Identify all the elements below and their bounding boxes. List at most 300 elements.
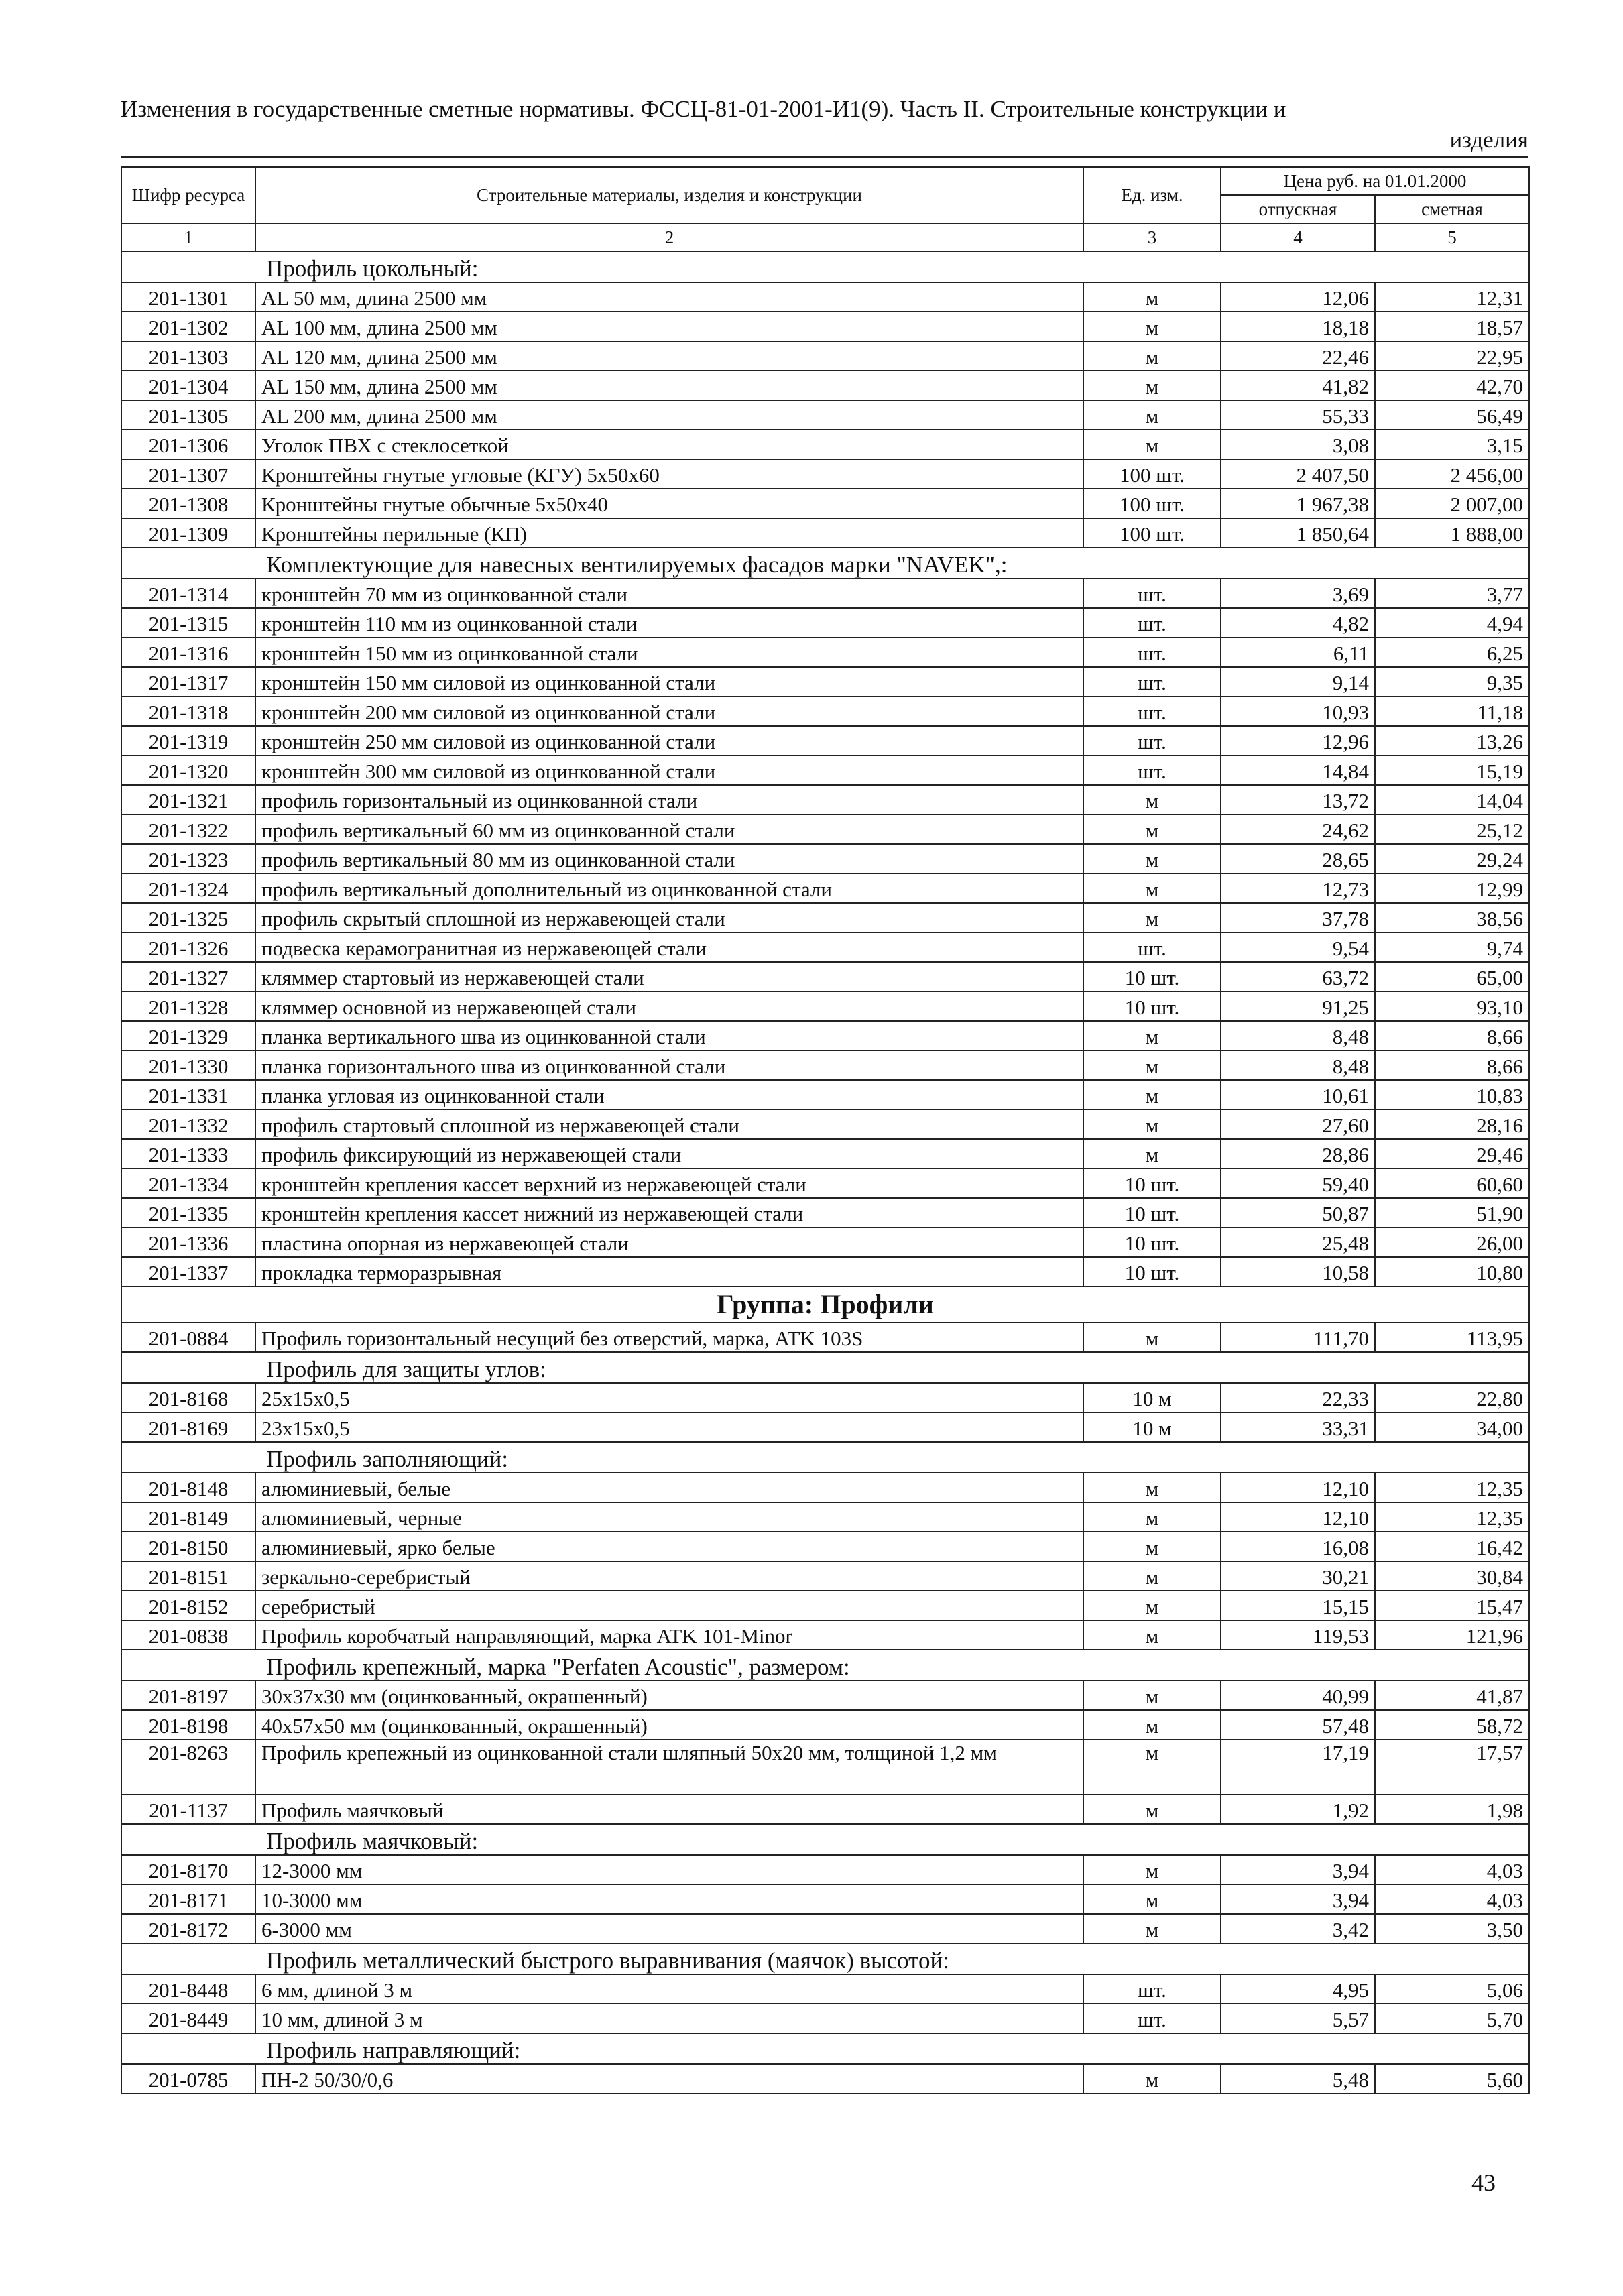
- unit-cell: 10 шт.: [1083, 962, 1221, 991]
- estimate-price-cell: 3,50: [1375, 1914, 1529, 1943]
- estimate-price-cell: 2 456,00: [1375, 459, 1529, 489]
- release-price-cell: 10,93: [1221, 697, 1375, 726]
- release-price-cell: 16,08: [1221, 1532, 1375, 1561]
- release-price-cell: 12,73: [1221, 873, 1375, 903]
- resource-code: 201-1332: [121, 1109, 255, 1139]
- section-header-row: [121, 1352, 1529, 1383]
- unit-cell: м: [1083, 1050, 1221, 1080]
- item-description: профиль фиксирующий из нержавеющей стали: [255, 1139, 1083, 1168]
- release-price-cell: 22,33: [1221, 1383, 1375, 1412]
- estimate-price-cell: 1 888,00: [1375, 518, 1529, 548]
- item-description: Профиль маячковый: [255, 1795, 1083, 1824]
- group-title: Группа: Профили: [121, 1286, 1529, 1323]
- unit-cell: м: [1083, 312, 1221, 341]
- release-price-cell: 91,25: [1221, 991, 1375, 1021]
- item-description: алюминиевый, ярко белые: [255, 1532, 1083, 1561]
- release-price-cell: 2 407,50: [1221, 459, 1375, 489]
- resource-code: 201-1308: [121, 489, 255, 518]
- item-description: пластина опорная из нержавеющей стали: [255, 1227, 1083, 1257]
- estimate-price-cell: 4,03: [1375, 1855, 1529, 1884]
- header-estimate-price: сметная: [1375, 195, 1529, 223]
- unit-cell: 10 шт.: [1083, 991, 1221, 1021]
- estimate-price-cell: 18,57: [1375, 312, 1529, 341]
- header-col-number: 4: [1221, 223, 1375, 251]
- unit-cell: м: [1083, 430, 1221, 459]
- estimate-price-cell: 14,04: [1375, 785, 1529, 814]
- section-title: Профиль направляющий:: [121, 2033, 1529, 2064]
- estimate-price-cell: 12,31: [1375, 282, 1529, 312]
- release-price-cell: 37,78: [1221, 903, 1375, 932]
- resource-code: 201-1319: [121, 726, 255, 756]
- item-description: 25x15x0,5: [255, 1383, 1083, 1412]
- resource-code: 201-0884: [121, 1323, 255, 1352]
- unit-cell: 10 шт.: [1083, 1257, 1221, 1286]
- item-description: 10 мм, длиной 3 м: [255, 2004, 1083, 2033]
- page-number: 43: [1471, 2169, 1496, 2196]
- resource-code: 201-1336: [121, 1227, 255, 1257]
- release-price-cell: 28,86: [1221, 1139, 1375, 1168]
- section-title: Профиль маячковый:: [121, 1824, 1529, 1855]
- item-description: 10-3000 мм: [255, 1884, 1083, 1914]
- resource-code: 201-1320: [121, 756, 255, 785]
- estimate-price-cell: 22,80: [1375, 1383, 1529, 1412]
- section-header-row: [121, 251, 1529, 282]
- table-row: [121, 1710, 1529, 1740]
- release-price-cell: 3,42: [1221, 1914, 1375, 1943]
- release-price-cell: 15,15: [1221, 1591, 1375, 1620]
- release-price-cell: 28,65: [1221, 844, 1375, 873]
- estimate-price-cell: 3,77: [1375, 579, 1529, 608]
- unit-cell: м: [1083, 282, 1221, 312]
- table-row: [121, 1855, 1529, 1884]
- estimate-price-cell: 60,60: [1375, 1168, 1529, 1198]
- table-row: [121, 1591, 1529, 1620]
- table-row: [121, 1740, 1529, 1795]
- release-price-cell: 12,96: [1221, 726, 1375, 756]
- release-price-cell: 8,48: [1221, 1021, 1375, 1050]
- estimate-price-cell: 38,56: [1375, 903, 1529, 932]
- table-row: [121, 1080, 1529, 1109]
- header-code: Шифр ресурса: [121, 167, 255, 223]
- estimate-price-cell: 12,99: [1375, 873, 1529, 903]
- section-header-row: [121, 1650, 1529, 1681]
- estimate-price-cell: 34,00: [1375, 1412, 1529, 1442]
- resource-code: 201-1330: [121, 1050, 255, 1080]
- resource-code: 201-0838: [121, 1620, 255, 1650]
- table-row: [121, 1914, 1529, 1943]
- estimate-price-cell: 65,00: [1375, 962, 1529, 991]
- table-row: [121, 1974, 1529, 2004]
- resource-code: 201-1317: [121, 667, 255, 697]
- header-col-number: 2: [255, 223, 1083, 251]
- item-description: профиль скрытый сплошной из нержавеющей стали: [255, 903, 1083, 932]
- resource-code: 201-8263: [121, 1740, 255, 1795]
- header-unit: Ед. изм.: [1083, 167, 1221, 223]
- item-description: алюминиевый, белые: [255, 1473, 1083, 1502]
- unit-cell: м: [1083, 2064, 1221, 2094]
- unit-cell: м: [1083, 341, 1221, 371]
- estimate-price-cell: 12,35: [1375, 1502, 1529, 1532]
- resource-code: 201-1331: [121, 1080, 255, 1109]
- table-row: [121, 489, 1529, 518]
- table-row: [121, 608, 1529, 638]
- table-row: [121, 1561, 1529, 1591]
- table-row: [121, 1473, 1529, 1502]
- table-row: [121, 1227, 1529, 1257]
- table-row: [121, 991, 1529, 1021]
- estimate-price-cell: 8,66: [1375, 1021, 1529, 1050]
- table-row: [121, 1198, 1529, 1227]
- section-header-row: [121, 1824, 1529, 1855]
- item-description: AL 120 мм, длина 2500 мм: [255, 341, 1083, 371]
- item-description: кронштейн 250 мм силовой из оцинкованной стали: [255, 726, 1083, 756]
- unit-cell: м: [1083, 1884, 1221, 1914]
- resource-code: 201-1301: [121, 282, 255, 312]
- resource-code: 201-1322: [121, 814, 255, 844]
- release-price-cell: 10,61: [1221, 1080, 1375, 1109]
- item-description: AL 150 мм, длина 2500 мм: [255, 371, 1083, 400]
- unit-cell: м: [1083, 1021, 1221, 1050]
- unit-cell: м: [1083, 844, 1221, 873]
- resource-code: 201-1307: [121, 459, 255, 489]
- item-description: профиль стартовый сплошной из нержавеющей стали: [255, 1109, 1083, 1139]
- resource-code: 201-1323: [121, 844, 255, 873]
- resource-code: 201-8448: [121, 1974, 255, 2004]
- document-title: [121, 94, 1528, 156]
- unit-cell: м: [1083, 1620, 1221, 1650]
- table-row: [121, 1021, 1529, 1050]
- resource-code: 201-8197: [121, 1681, 255, 1710]
- table-row: [121, 814, 1529, 844]
- resource-code: 201-1335: [121, 1198, 255, 1227]
- table-row: [121, 371, 1529, 400]
- unit-cell: шт.: [1083, 756, 1221, 785]
- resource-code: 201-1321: [121, 785, 255, 814]
- table-row: [121, 459, 1529, 489]
- table-row: [121, 1884, 1529, 1914]
- estimate-price-cell: 29,46: [1375, 1139, 1529, 1168]
- release-price-cell: 1,92: [1221, 1795, 1375, 1824]
- release-price-cell: 119,53: [1221, 1620, 1375, 1650]
- unit-cell: 100 шт.: [1083, 489, 1221, 518]
- table-row: [121, 341, 1529, 371]
- table-row: [121, 903, 1529, 932]
- resource-code: 201-8151: [121, 1561, 255, 1591]
- table-row: [121, 932, 1529, 962]
- unit-cell: м: [1083, 1532, 1221, 1561]
- release-price-cell: 6,11: [1221, 638, 1375, 667]
- section-title: Профиль крепежный, марка "Perfaten Acoustic", размером:: [121, 1650, 1529, 1681]
- resource-code: 201-1326: [121, 932, 255, 962]
- unit-cell: шт.: [1083, 2004, 1221, 2033]
- item-description: AL 200 мм, длина 2500 мм: [255, 400, 1083, 430]
- table-row: [121, 697, 1529, 726]
- release-price-cell: 17,19: [1221, 1740, 1375, 1795]
- resource-code: 201-1318: [121, 697, 255, 726]
- unit-cell: м: [1083, 873, 1221, 903]
- estimate-price-cell: 9,35: [1375, 667, 1529, 697]
- unit-cell: шт.: [1083, 697, 1221, 726]
- section-header-row: [121, 1442, 1529, 1473]
- table-row: [121, 873, 1529, 903]
- unit-cell: шт.: [1083, 608, 1221, 638]
- table-header: [121, 167, 1529, 251]
- estimate-price-cell: 10,83: [1375, 1080, 1529, 1109]
- header-col-number: 1: [121, 223, 255, 251]
- release-price-cell: 13,72: [1221, 785, 1375, 814]
- item-description: 12-3000 мм: [255, 1855, 1083, 1884]
- resource-code: 201-1306: [121, 430, 255, 459]
- unit-cell: шт.: [1083, 667, 1221, 697]
- estimate-price-cell: 25,12: [1375, 814, 1529, 844]
- resource-code: 201-8148: [121, 1473, 255, 1502]
- title-underline: [121, 156, 1528, 158]
- table-row: [121, 1502, 1529, 1532]
- release-price-cell: 30,21: [1221, 1561, 1375, 1591]
- estimate-price-cell: 5,60: [1375, 2064, 1529, 2094]
- item-description: кронштейн 70 мм из оцинкованной стали: [255, 579, 1083, 608]
- unit-cell: шт.: [1083, 932, 1221, 962]
- unit-cell: 100 шт.: [1083, 459, 1221, 489]
- table-row: [121, 756, 1529, 785]
- resource-code: 201-8171: [121, 1884, 255, 1914]
- estimate-price-cell: 2 007,00: [1375, 489, 1529, 518]
- unit-cell: м: [1083, 1710, 1221, 1740]
- release-price-cell: 24,62: [1221, 814, 1375, 844]
- unit-cell: м: [1083, 1795, 1221, 1824]
- estimate-price-cell: 8,66: [1375, 1050, 1529, 1080]
- item-description: кронштейн 150 мм силовой из оцинкованной стали: [255, 667, 1083, 697]
- resource-code: 201-1324: [121, 873, 255, 903]
- item-description: Уголок ПВХ с стеклосеткой: [255, 430, 1083, 459]
- table-row: [121, 518, 1529, 548]
- table-row: [121, 2064, 1529, 2094]
- item-description: 23x15x0,5: [255, 1412, 1083, 1442]
- unit-cell: 10 м: [1083, 1383, 1221, 1412]
- release-price-cell: 33,31: [1221, 1412, 1375, 1442]
- header-col-number: 3: [1083, 223, 1221, 251]
- resource-code: 201-1328: [121, 991, 255, 1021]
- header-description: Строительные материалы, изделия и конструкции: [255, 167, 1083, 223]
- item-description: планка горизонтального шва из оцинкованной стали: [255, 1050, 1083, 1080]
- estimate-price-cell: 4,94: [1375, 608, 1529, 638]
- item-description: планка вертикального шва из оцинкованной стали: [255, 1021, 1083, 1050]
- item-description: кронштейн 110 мм из оцинкованной стали: [255, 608, 1083, 638]
- unit-cell: шт.: [1083, 1974, 1221, 2004]
- section-header-row: [121, 548, 1529, 579]
- estimate-price-cell: 4,03: [1375, 1884, 1529, 1914]
- release-price-cell: 55,33: [1221, 400, 1375, 430]
- release-price-cell: 1 967,38: [1221, 489, 1375, 518]
- estimate-price-cell: 15,47: [1375, 1591, 1529, 1620]
- resource-code: 201-1304: [121, 371, 255, 400]
- resource-code: 201-8149: [121, 1502, 255, 1532]
- item-description: планка угловая из оцинкованной стали: [255, 1080, 1083, 1109]
- document-title-line1: Изменения в государственные сметные нормативы. ФССЦ-81-01-2001-И1(9). Часть II. Строительные конструкции и: [121, 96, 1286, 122]
- header-release-price: отпускная: [1221, 195, 1375, 223]
- release-price-cell: 25,48: [1221, 1227, 1375, 1257]
- table-row: [121, 1168, 1529, 1198]
- estimate-price-cell: 11,18: [1375, 697, 1529, 726]
- release-price-cell: 111,70: [1221, 1323, 1375, 1352]
- resource-code: 201-1327: [121, 962, 255, 991]
- release-price-cell: 3,08: [1221, 430, 1375, 459]
- document-title-line2: изделия: [1449, 127, 1528, 153]
- unit-cell: м: [1083, 1681, 1221, 1710]
- item-description: Кронштейны перильные (КП): [255, 518, 1083, 548]
- estimate-price-cell: 113,95: [1375, 1323, 1529, 1352]
- item-description: алюминиевый, черные: [255, 1502, 1083, 1532]
- resource-code: 201-8152: [121, 1591, 255, 1620]
- table-row: [121, 282, 1529, 312]
- table-row: [121, 430, 1529, 459]
- item-description: кронштейн 300 мм силовой из оцинкованной стали: [255, 756, 1083, 785]
- item-description: кронштейн крепления кассет нижний из нержавеющей стали: [255, 1198, 1083, 1227]
- table-row: [121, 667, 1529, 697]
- unit-cell: м: [1083, 1502, 1221, 1532]
- table-row: [121, 1383, 1529, 1412]
- estimate-price-cell: 13,26: [1375, 726, 1529, 756]
- item-description: прокладка терморазрывная: [255, 1257, 1083, 1286]
- estimate-price-cell: 29,24: [1375, 844, 1529, 873]
- table-row: [121, 1323, 1529, 1352]
- release-price-cell: 5,48: [1221, 2064, 1375, 2094]
- release-price-cell: 12,10: [1221, 1502, 1375, 1532]
- release-price-cell: 4,82: [1221, 608, 1375, 638]
- section-title: Профиль металлический быстрого выравнивания (маячок) высотой:: [121, 1943, 1529, 1974]
- release-price-cell: 50,87: [1221, 1198, 1375, 1227]
- unit-cell: 10 м: [1083, 1412, 1221, 1442]
- item-description: AL 50 мм, длина 2500 мм: [255, 282, 1083, 312]
- item-description: Профиль крепежный из оцинкованной стали шляпный 50x20 мм, толщиной 1,2 мм: [255, 1740, 1083, 1795]
- release-price-cell: 3,94: [1221, 1855, 1375, 1884]
- section-header-row: [121, 1943, 1529, 1974]
- estimate-price-cell: 6,25: [1375, 638, 1529, 667]
- estimate-price-cell: 1,98: [1375, 1795, 1529, 1824]
- release-price-cell: 3,94: [1221, 1884, 1375, 1914]
- estimate-price-cell: 121,96: [1375, 1620, 1529, 1650]
- resource-code: 201-1303: [121, 341, 255, 371]
- estimate-price-cell: 5,70: [1375, 2004, 1529, 2033]
- release-price-cell: 9,14: [1221, 667, 1375, 697]
- resource-code: 201-8449: [121, 2004, 255, 2033]
- item-description: кляммер основной из нержавеющей стали: [255, 991, 1083, 1021]
- unit-cell: м: [1083, 1740, 1221, 1795]
- resource-code: 201-8172: [121, 1914, 255, 1943]
- release-price-cell: 27,60: [1221, 1109, 1375, 1139]
- item-description: Кронштейны гнутые обычные 5x50x40: [255, 489, 1083, 518]
- item-description: Профиль коробчатый направляющий, марка ATK 101-Minor: [255, 1620, 1083, 1650]
- table-row: [121, 579, 1529, 608]
- table-row: [121, 2004, 1529, 2033]
- estimate-price-cell: 28,16: [1375, 1109, 1529, 1139]
- release-price-cell: 57,48: [1221, 1710, 1375, 1740]
- release-price-cell: 5,57: [1221, 2004, 1375, 2033]
- unit-cell: м: [1083, 1109, 1221, 1139]
- release-price-cell: 18,18: [1221, 312, 1375, 341]
- section-title: Профиль заполняющий:: [121, 1442, 1529, 1473]
- resource-code: 201-8168: [121, 1383, 255, 1412]
- estimate-price-cell: 9,74: [1375, 932, 1529, 962]
- unit-cell: м: [1083, 1855, 1221, 1884]
- section-title: Комплектующие для навесных вентилируемых фасадов марки "NAVEK",:: [121, 548, 1529, 579]
- estimate-price-cell: 30,84: [1375, 1561, 1529, 1591]
- release-price-cell: 41,82: [1221, 371, 1375, 400]
- unit-cell: м: [1083, 903, 1221, 932]
- release-price-cell: 14,84: [1221, 756, 1375, 785]
- unit-cell: шт.: [1083, 638, 1221, 667]
- table-row: [121, 726, 1529, 756]
- table-row: [121, 400, 1529, 430]
- table-row: [121, 312, 1529, 341]
- item-description: 6 мм, длиной 3 м: [255, 1974, 1083, 2004]
- resource-code: 201-8169: [121, 1412, 255, 1442]
- resource-code: 201-1333: [121, 1139, 255, 1168]
- item-description: 6-3000 мм: [255, 1914, 1083, 1943]
- estimate-price-cell: 10,80: [1375, 1257, 1529, 1286]
- table-row: [121, 1412, 1529, 1442]
- item-description: серебристый: [255, 1591, 1083, 1620]
- item-description: AL 100 мм, длина 2500 мм: [255, 312, 1083, 341]
- resource-code: 201-8170: [121, 1855, 255, 1884]
- table-row: [121, 844, 1529, 873]
- unit-cell: м: [1083, 1139, 1221, 1168]
- unit-cell: м: [1083, 814, 1221, 844]
- item-description: 30x37x30 мм (оцинкованный, окрашенный): [255, 1681, 1083, 1710]
- unit-cell: м: [1083, 785, 1221, 814]
- estimate-price-cell: 15,19: [1375, 756, 1529, 785]
- section-title: Профиль для защиты углов:: [121, 1352, 1529, 1383]
- unit-cell: шт.: [1083, 726, 1221, 756]
- unit-cell: м: [1083, 1591, 1221, 1620]
- item-description: зеркально-серебристый: [255, 1561, 1083, 1591]
- item-description: профиль горизонтальный из оцинкованной стали: [255, 785, 1083, 814]
- estimate-price-cell: 22,95: [1375, 341, 1529, 371]
- release-price-cell: 12,10: [1221, 1473, 1375, 1502]
- resource-code: 201-1314: [121, 579, 255, 608]
- unit-cell: 100 шт.: [1083, 518, 1221, 548]
- release-price-cell: 8,48: [1221, 1050, 1375, 1080]
- release-price-cell: 59,40: [1221, 1168, 1375, 1198]
- item-description: ПН-2 50/30/0,6: [255, 2064, 1083, 2094]
- release-price-cell: 9,54: [1221, 932, 1375, 962]
- unit-cell: м: [1083, 371, 1221, 400]
- resource-code: 201-1302: [121, 312, 255, 341]
- estimate-price-cell: 17,57: [1375, 1740, 1529, 1795]
- item-description: кронштейн 150 мм из оцинкованной стали: [255, 638, 1083, 667]
- estimate-price-cell: 58,72: [1375, 1710, 1529, 1740]
- estimate-price-cell: 41,87: [1375, 1681, 1529, 1710]
- item-description: Профиль горизонтальный несущий без отверстий, марка, ATK 103S: [255, 1323, 1083, 1352]
- release-price-cell: 22,46: [1221, 341, 1375, 371]
- section-header-row: [121, 2033, 1529, 2064]
- estimate-price-cell: 12,35: [1375, 1473, 1529, 1502]
- resource-code: 201-8198: [121, 1710, 255, 1740]
- item-description: профиль вертикальный дополнительный из оцинкованной стали: [255, 873, 1083, 903]
- item-description: 40x57x50 мм (оцинкованный, окрашенный): [255, 1710, 1083, 1740]
- estimate-price-cell: 51,90: [1375, 1198, 1529, 1227]
- item-description: профиль вертикальный 60 мм из оцинкованной стали: [255, 814, 1083, 844]
- item-description: профиль вертикальный 80 мм из оцинкованной стали: [255, 844, 1083, 873]
- release-price-cell: 4,95: [1221, 1974, 1375, 2004]
- estimate-price-cell: 26,00: [1375, 1227, 1529, 1257]
- section-title: Профиль цокольный:: [121, 251, 1529, 282]
- estimate-price-cell: 3,15: [1375, 430, 1529, 459]
- resource-code: 201-1316: [121, 638, 255, 667]
- item-description: Кронштейны гнутые угловые (КГУ) 5x50x60: [255, 459, 1083, 489]
- unit-cell: м: [1083, 1323, 1221, 1352]
- resource-code: 201-0785: [121, 2064, 255, 2094]
